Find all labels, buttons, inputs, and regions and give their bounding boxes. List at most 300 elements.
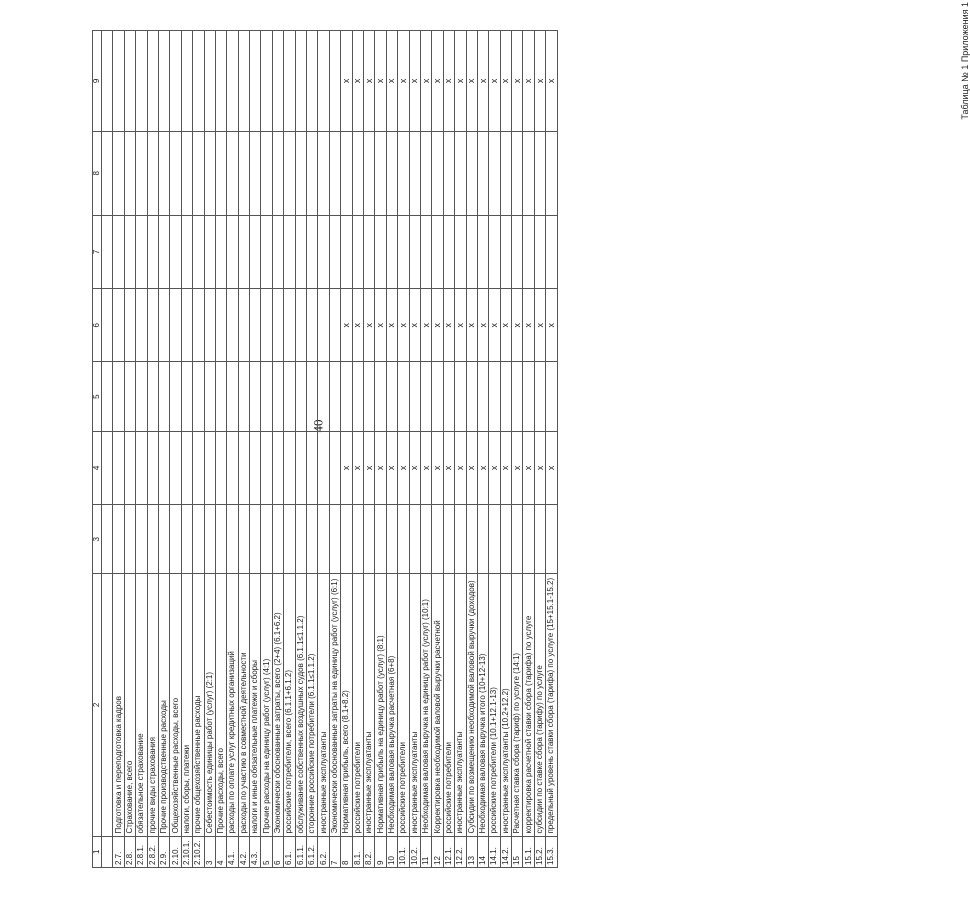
cell-col-9 bbox=[102, 31, 113, 132]
cell-col-8 bbox=[238, 131, 249, 215]
cell-col-3 bbox=[261, 505, 272, 574]
cell-col-4: x bbox=[341, 431, 352, 504]
cell-col-4: x bbox=[489, 431, 500, 504]
table-row bbox=[432, 31, 443, 868]
cell-col-5 bbox=[443, 362, 454, 431]
cell-col-9 bbox=[307, 31, 318, 132]
cell-col-4: x bbox=[466, 431, 477, 504]
cell-col-8 bbox=[455, 131, 466, 215]
cell-col-8 bbox=[215, 131, 226, 215]
cell-col-5 bbox=[295, 362, 306, 431]
cell-col-4: x bbox=[375, 431, 386, 504]
cell-col-9 bbox=[295, 31, 306, 132]
row-label: прочие общехозяйственные расходы bbox=[193, 574, 204, 836]
cell-col-9 bbox=[136, 31, 147, 132]
cell-col-6: x bbox=[409, 289, 420, 362]
cell-col-4: x bbox=[409, 431, 420, 504]
row-number: 4.3. bbox=[250, 836, 261, 867]
cell-col-7 bbox=[489, 215, 500, 288]
column-header-8: 8 bbox=[93, 131, 102, 215]
cell-col-5 bbox=[147, 362, 158, 431]
cell-col-4 bbox=[250, 431, 261, 504]
cell-col-4: x bbox=[546, 431, 557, 504]
cell-col-8 bbox=[546, 131, 557, 215]
cell-col-7 bbox=[409, 215, 420, 288]
table-row bbox=[170, 31, 181, 868]
cell-col-9: x bbox=[409, 31, 420, 132]
row-number: 12 bbox=[432, 836, 443, 867]
cell-col-3 bbox=[489, 505, 500, 574]
cell-col-9 bbox=[193, 31, 204, 132]
table-row bbox=[102, 31, 113, 868]
cell-col-5 bbox=[272, 362, 283, 431]
cell-col-6: x bbox=[489, 289, 500, 362]
cell-col-3 bbox=[250, 505, 261, 574]
row-label: Страхование, всего bbox=[124, 574, 135, 836]
cell-col-4 bbox=[329, 431, 340, 504]
cell-col-9 bbox=[147, 31, 158, 132]
cell-col-6 bbox=[136, 289, 147, 362]
cell-col-3 bbox=[147, 505, 158, 574]
row-number: 11 bbox=[420, 836, 431, 867]
row-label: Расчетная ставка сбора (тариф) по услуге (14:1) bbox=[512, 574, 523, 836]
cell-col-4 bbox=[238, 431, 249, 504]
row-label: иностранные эксплуатанты (10.2+12.2) bbox=[500, 574, 511, 836]
cell-col-8 bbox=[170, 131, 181, 215]
header-row bbox=[93, 31, 102, 868]
cell-col-9 bbox=[181, 31, 192, 132]
cell-col-3 bbox=[398, 505, 409, 574]
cell-col-6 bbox=[261, 289, 272, 362]
row-number: 8.1. bbox=[352, 836, 363, 867]
row-number: 2.9. bbox=[158, 836, 169, 867]
cell-col-6 bbox=[102, 289, 113, 362]
cell-col-4 bbox=[227, 431, 238, 504]
cell-col-9: x bbox=[477, 31, 488, 132]
cell-col-7 bbox=[398, 215, 409, 288]
table-row bbox=[215, 31, 226, 868]
cell-col-5 bbox=[238, 362, 249, 431]
row-label: расходы по участию в совместной деятельности bbox=[238, 574, 249, 836]
table-row bbox=[489, 31, 500, 868]
cell-col-6: x bbox=[341, 289, 352, 362]
cell-col-8 bbox=[227, 131, 238, 215]
cell-col-9 bbox=[158, 31, 169, 132]
cell-col-8 bbox=[363, 131, 374, 215]
cell-col-8 bbox=[124, 131, 135, 215]
cell-col-5 bbox=[170, 362, 181, 431]
row-number: 10.2. bbox=[409, 836, 420, 867]
cell-col-5 bbox=[398, 362, 409, 431]
cell-col-6: x bbox=[512, 289, 523, 362]
row-number: 6 bbox=[272, 836, 283, 867]
cell-col-9: x bbox=[341, 31, 352, 132]
cell-col-4 bbox=[284, 431, 295, 504]
cell-col-3 bbox=[295, 505, 306, 574]
row-label: российские потребители bbox=[443, 574, 454, 836]
cell-col-7 bbox=[307, 215, 318, 288]
table-row bbox=[546, 31, 557, 868]
row-number: 2.7. bbox=[113, 836, 124, 867]
cell-col-7 bbox=[318, 215, 329, 288]
row-label: Экономически обоснованные затраты, всего (2+4) (6.1+6.2) bbox=[272, 574, 283, 836]
cell-col-9 bbox=[170, 31, 181, 132]
cell-col-4 bbox=[295, 431, 306, 504]
row-number: 5 bbox=[261, 836, 272, 867]
row-label: обязательное страхование bbox=[136, 574, 147, 836]
row-label: Необходимая валовая выручка на единицу работ (услуг) (10:1) bbox=[420, 574, 431, 836]
cell-col-6: x bbox=[420, 289, 431, 362]
cell-col-6 bbox=[284, 289, 295, 362]
cell-col-6 bbox=[215, 289, 226, 362]
table-row bbox=[318, 31, 329, 868]
row-label: Нормативная прибыль на единицу работ (услуг) (8:1) bbox=[375, 574, 386, 836]
cell-col-8 bbox=[181, 131, 192, 215]
cell-col-4 bbox=[307, 431, 318, 504]
row-number: 3 bbox=[204, 836, 215, 867]
table-row bbox=[375, 31, 386, 868]
cell-col-4: x bbox=[534, 431, 545, 504]
cell-col-5 bbox=[386, 362, 397, 431]
cell-col-8 bbox=[466, 131, 477, 215]
table-row bbox=[409, 31, 420, 868]
cell-col-4 bbox=[113, 431, 124, 504]
cell-col-8 bbox=[432, 131, 443, 215]
cell-col-5 bbox=[227, 362, 238, 431]
table-row bbox=[136, 31, 147, 868]
cell-col-4 bbox=[124, 431, 135, 504]
cell-col-8 bbox=[375, 131, 386, 215]
cell-col-3 bbox=[113, 505, 124, 574]
cell-col-7 bbox=[204, 215, 215, 288]
cell-col-7 bbox=[113, 215, 124, 288]
row-number: 2.10.1. bbox=[181, 836, 192, 867]
cell-col-7 bbox=[455, 215, 466, 288]
cell-col-3 bbox=[443, 505, 454, 574]
cell-col-5 bbox=[455, 362, 466, 431]
table-row bbox=[443, 31, 454, 868]
cell-col-8 bbox=[113, 131, 124, 215]
cell-col-3 bbox=[386, 505, 397, 574]
cell-col-4: x bbox=[512, 431, 523, 504]
cell-col-8 bbox=[489, 131, 500, 215]
cell-col-4: x bbox=[363, 431, 374, 504]
column-header-5: 5 bbox=[93, 362, 102, 431]
row-number: 4.2. bbox=[238, 836, 249, 867]
cell-col-4 bbox=[136, 431, 147, 504]
table-row bbox=[113, 31, 124, 868]
row-label: корректировка расчетной ставки сбора (тарифа) по услуге bbox=[523, 574, 534, 836]
cell-col-8 bbox=[523, 131, 534, 215]
cell-col-3 bbox=[227, 505, 238, 574]
cell-col-7 bbox=[477, 215, 488, 288]
cell-col-9 bbox=[204, 31, 215, 132]
row-label: налоги и иные обязательные платежи и сборы bbox=[250, 574, 261, 836]
cell-col-5 bbox=[512, 362, 523, 431]
cell-col-7 bbox=[250, 215, 261, 288]
cell-col-3 bbox=[238, 505, 249, 574]
cell-col-9: x bbox=[375, 31, 386, 132]
cell-col-5 bbox=[181, 362, 192, 431]
cell-col-3 bbox=[329, 505, 340, 574]
cell-col-9 bbox=[329, 31, 340, 132]
page-number: 40 bbox=[310, 419, 326, 433]
cell-col-7 bbox=[443, 215, 454, 288]
column-header-6: 6 bbox=[93, 289, 102, 362]
cell-col-4 bbox=[272, 431, 283, 504]
cell-col-6: x bbox=[352, 289, 363, 362]
row-label: иностранные эксплуатанты bbox=[409, 574, 420, 836]
cell-col-9 bbox=[272, 31, 283, 132]
table-row bbox=[181, 31, 192, 868]
cell-col-6 bbox=[158, 289, 169, 362]
column-header-1: 1 bbox=[93, 836, 102, 867]
cell-col-6 bbox=[204, 289, 215, 362]
cell-col-9 bbox=[124, 31, 135, 132]
table-row bbox=[512, 31, 523, 868]
row-number: 8.2. bbox=[363, 836, 374, 867]
cell-col-9 bbox=[318, 31, 329, 132]
cell-col-3 bbox=[272, 505, 283, 574]
row-number: 4.1. bbox=[227, 836, 238, 867]
row-label: российские потребители, всего (6.1.1+6.1.2) bbox=[284, 574, 295, 836]
row-number: 14 bbox=[477, 836, 488, 867]
cell-col-7 bbox=[136, 215, 147, 288]
row-number: 4 bbox=[215, 836, 226, 867]
cell-col-6 bbox=[170, 289, 181, 362]
row-label: Нормативная прибыль, всего (8.1+8.2) bbox=[341, 574, 352, 836]
cell-col-6: x bbox=[546, 289, 557, 362]
cell-col-6 bbox=[181, 289, 192, 362]
cell-col-6: x bbox=[455, 289, 466, 362]
table-row bbox=[204, 31, 215, 868]
table-row bbox=[272, 31, 283, 868]
cell-col-7 bbox=[181, 215, 192, 288]
row-label: иностранные эксплуатанты bbox=[318, 574, 329, 836]
cell-col-8 bbox=[329, 131, 340, 215]
row-label: обслуживание собственных воздушных судов (6.1.1≤1.1.2) bbox=[295, 574, 306, 836]
cell-col-7 bbox=[124, 215, 135, 288]
table-row bbox=[466, 31, 477, 868]
cell-col-7 bbox=[375, 215, 386, 288]
cell-col-7 bbox=[147, 215, 158, 288]
row-number: 14.1. bbox=[489, 836, 500, 867]
cell-col-3 bbox=[352, 505, 363, 574]
cell-col-6: x bbox=[466, 289, 477, 362]
cell-col-7 bbox=[432, 215, 443, 288]
cell-col-5 bbox=[352, 362, 363, 431]
cell-col-4: x bbox=[420, 431, 431, 504]
table-row bbox=[158, 31, 169, 868]
cell-col-6 bbox=[318, 289, 329, 362]
cell-col-5 bbox=[523, 362, 534, 431]
cell-col-9: x bbox=[523, 31, 534, 132]
column-header-4: 4 bbox=[93, 431, 102, 504]
cell-col-3 bbox=[215, 505, 226, 574]
cell-col-5 bbox=[284, 362, 295, 431]
cell-col-7 bbox=[420, 215, 431, 288]
cell-col-4: x bbox=[398, 431, 409, 504]
row-label: Прочие расходы на единицу работ (услуг) (4:1) bbox=[261, 574, 272, 836]
cell-col-3 bbox=[409, 505, 420, 574]
cell-col-4: x bbox=[432, 431, 443, 504]
row-label: Субсидии по возмещению необходимой валовой выручки (доходов) bbox=[466, 574, 477, 836]
row-label: Прочие производственные расходы bbox=[158, 574, 169, 836]
cell-col-9 bbox=[215, 31, 226, 132]
cell-col-9 bbox=[238, 31, 249, 132]
cell-col-7 bbox=[158, 215, 169, 288]
cell-col-6: x bbox=[432, 289, 443, 362]
cell-col-9: x bbox=[455, 31, 466, 132]
table-row bbox=[500, 31, 511, 868]
cell-col-4: x bbox=[352, 431, 363, 504]
table-row bbox=[147, 31, 158, 868]
row-label: иностранные эксплуатанты bbox=[363, 574, 374, 836]
cell-col-6: x bbox=[398, 289, 409, 362]
row-label: субсидии по ставке сбора (тарифу) по услуге bbox=[534, 574, 545, 836]
cell-col-6 bbox=[124, 289, 135, 362]
table-row bbox=[250, 31, 261, 868]
cell-col-3 bbox=[500, 505, 511, 574]
cell-col-3 bbox=[158, 505, 169, 574]
cell-col-8 bbox=[261, 131, 272, 215]
cell-col-3 bbox=[477, 505, 488, 574]
cell-col-9 bbox=[227, 31, 238, 132]
cell-col-9 bbox=[284, 31, 295, 132]
cell-col-9: x bbox=[489, 31, 500, 132]
cell-col-3 bbox=[534, 505, 545, 574]
cell-col-8 bbox=[284, 131, 295, 215]
cell-col-9: x bbox=[534, 31, 545, 132]
cell-col-7 bbox=[272, 215, 283, 288]
row-number: 2.8. bbox=[124, 836, 135, 867]
cell-col-5 bbox=[489, 362, 500, 431]
cell-col-6: x bbox=[523, 289, 534, 362]
cell-col-6 bbox=[113, 289, 124, 362]
cell-col-8 bbox=[250, 131, 261, 215]
cell-col-5 bbox=[136, 362, 147, 431]
cell-col-4 bbox=[215, 431, 226, 504]
cell-col-9: x bbox=[398, 31, 409, 132]
row-label: Себестоимость единицы работ (услуг) (2:1) bbox=[204, 574, 215, 836]
table-row bbox=[363, 31, 374, 868]
row-label: иностранные эксплуатанты bbox=[455, 574, 466, 836]
cell-col-8 bbox=[534, 131, 545, 215]
table-row bbox=[193, 31, 204, 868]
cell-col-3 bbox=[363, 505, 374, 574]
cell-col-4: x bbox=[455, 431, 466, 504]
row-number: 15.3. bbox=[546, 836, 557, 867]
cell-col-7 bbox=[295, 215, 306, 288]
cell-col-7 bbox=[512, 215, 523, 288]
table-row bbox=[124, 31, 135, 868]
row-label: российские потребители (10.1+12.1-13) bbox=[489, 574, 500, 836]
cell-col-5 bbox=[534, 362, 545, 431]
cell-col-7 bbox=[261, 215, 272, 288]
row-number: 9 bbox=[375, 836, 386, 867]
row-number: 14.2. bbox=[500, 836, 511, 867]
cell-col-5 bbox=[375, 362, 386, 431]
row-number: 15.2. bbox=[534, 836, 545, 867]
row-number: 6.1.1. bbox=[295, 836, 306, 867]
cell-col-7 bbox=[227, 215, 238, 288]
table-row bbox=[477, 31, 488, 868]
cell-col-3 bbox=[375, 505, 386, 574]
cell-col-9: x bbox=[512, 31, 523, 132]
cell-col-6 bbox=[227, 289, 238, 362]
cell-col-3 bbox=[420, 505, 431, 574]
table-row bbox=[295, 31, 306, 868]
cell-col-6 bbox=[193, 289, 204, 362]
cell-col-5 bbox=[546, 362, 557, 431]
tariff-table bbox=[92, 30, 558, 868]
row-label bbox=[102, 574, 113, 836]
cell-col-7 bbox=[215, 215, 226, 288]
row-number: 2.8.2. bbox=[147, 836, 158, 867]
cell-col-4: x bbox=[386, 431, 397, 504]
cell-col-9 bbox=[261, 31, 272, 132]
column-header-3: 3 bbox=[93, 505, 102, 574]
cell-col-3 bbox=[546, 505, 557, 574]
row-number: 15.1. bbox=[523, 836, 534, 867]
cell-col-8 bbox=[443, 131, 454, 215]
cell-col-6 bbox=[238, 289, 249, 362]
table-row bbox=[341, 31, 352, 868]
cell-col-9: x bbox=[363, 31, 374, 132]
table-row bbox=[238, 31, 249, 868]
cell-col-5 bbox=[318, 362, 329, 431]
cell-col-3 bbox=[432, 505, 443, 574]
column-header-7: 7 bbox=[93, 215, 102, 288]
cell-col-6: x bbox=[363, 289, 374, 362]
row-number: 7 bbox=[329, 836, 340, 867]
cell-col-8 bbox=[477, 131, 488, 215]
row-label: Общехозяйственные расходы, всего bbox=[170, 574, 181, 836]
cell-col-5 bbox=[261, 362, 272, 431]
row-number: 8 bbox=[341, 836, 352, 867]
cell-col-7 bbox=[102, 215, 113, 288]
cell-col-3 bbox=[523, 505, 534, 574]
row-number: 12.2. bbox=[455, 836, 466, 867]
cell-col-8 bbox=[318, 131, 329, 215]
cell-col-4 bbox=[170, 431, 181, 504]
row-label: Подготовка и переподготовка кадров bbox=[113, 574, 124, 836]
cell-col-9 bbox=[113, 31, 124, 132]
cell-col-7 bbox=[193, 215, 204, 288]
row-number: 13 bbox=[466, 836, 477, 867]
cell-col-6 bbox=[295, 289, 306, 362]
cell-col-9: x bbox=[352, 31, 363, 132]
cell-col-4: x bbox=[477, 431, 488, 504]
cell-col-9: x bbox=[443, 31, 454, 132]
table-row bbox=[284, 31, 295, 868]
cell-col-7 bbox=[500, 215, 511, 288]
cell-col-4 bbox=[102, 431, 113, 504]
row-number: 2.10. bbox=[170, 836, 181, 867]
cell-col-7 bbox=[523, 215, 534, 288]
cell-col-3 bbox=[102, 505, 113, 574]
table-row bbox=[523, 31, 534, 868]
cell-col-5 bbox=[420, 362, 431, 431]
cell-col-8 bbox=[341, 131, 352, 215]
cell-col-3 bbox=[124, 505, 135, 574]
cell-col-5 bbox=[329, 362, 340, 431]
row-number: 10.1. bbox=[398, 836, 409, 867]
cell-col-7 bbox=[534, 215, 545, 288]
cell-col-3 bbox=[204, 505, 215, 574]
cell-col-8 bbox=[272, 131, 283, 215]
cell-col-3 bbox=[466, 505, 477, 574]
